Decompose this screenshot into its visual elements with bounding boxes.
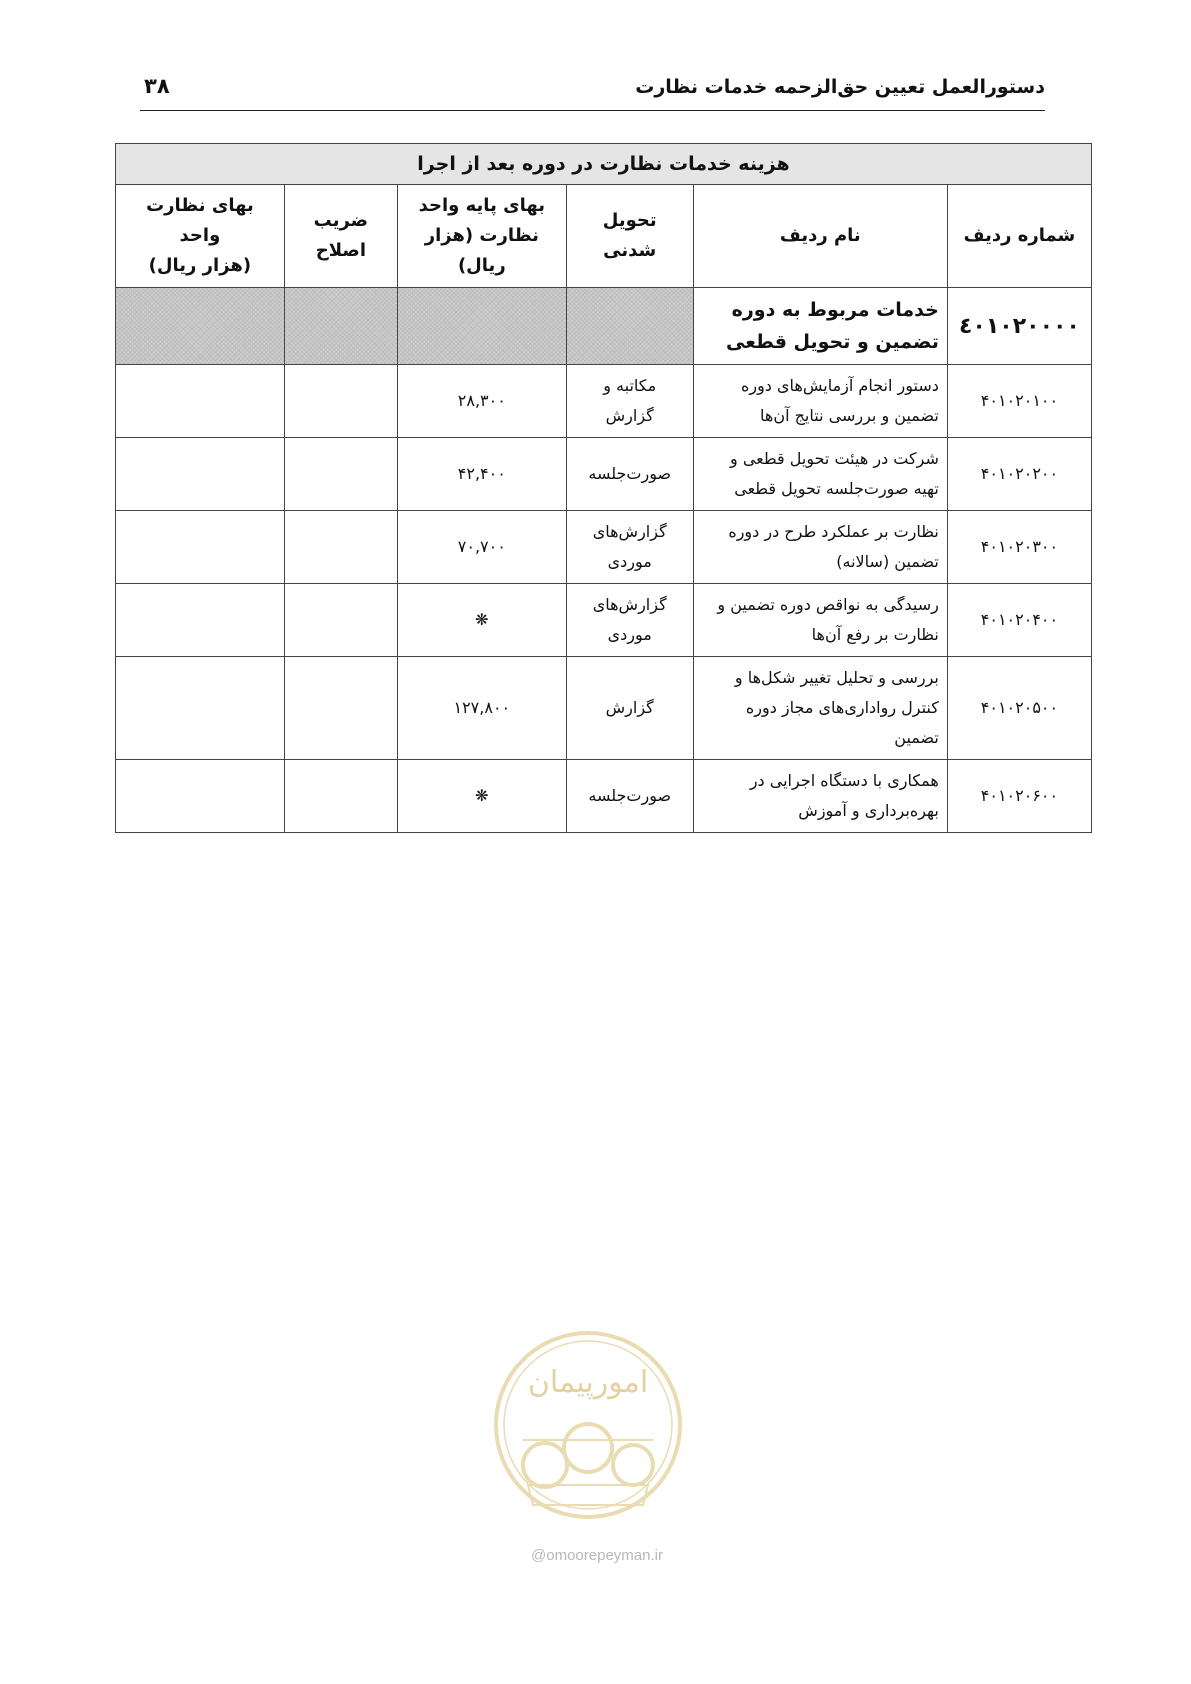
row-unit-price: [116, 511, 285, 584]
row-name-line: نظارت بر عملکرد طرح در دوره: [728, 522, 939, 541]
group-name: [693, 288, 947, 365]
row-deliverable: [566, 657, 693, 760]
row-name-line: دستور انجام آزمایش‌های دوره: [740, 376, 939, 395]
row-name-line: تضمین و بررسی نتایج آن‌ها: [760, 406, 939, 425]
col-header-unit-price-line1: بهای نظارت واحد: [146, 195, 254, 246]
row-unit-price: [116, 365, 285, 438]
row-code: ۴۰۱۰۲۰۶۰۰: [947, 760, 1091, 833]
row-code: ۴۰۱۰۲۰۳۰۰: [947, 511, 1091, 584]
col-header-coef-line2: اصلاح: [315, 240, 366, 261]
watermark-logo: [483, 1320, 693, 1540]
row-deliverable: [566, 365, 693, 438]
table-row: [116, 657, 1092, 760]
row-name-line: تهیه صورت‌جلسه تحویل قطعی: [734, 479, 939, 498]
row-unit-price: [116, 760, 285, 833]
row-name-line: بهره‌برداری و آموزش: [798, 801, 939, 820]
row-coef: [284, 438, 397, 511]
row-coef: [284, 760, 397, 833]
table-row: [116, 584, 1092, 657]
watermark-logo-text: امورپیمان: [527, 1365, 649, 1400]
row-coef: [284, 657, 397, 760]
col-header-coef: [284, 185, 397, 288]
row-coef: [284, 511, 397, 584]
row-deliverable: [566, 438, 693, 511]
row-deliverable-line: گزارش‌های: [592, 522, 667, 541]
col-header-deliverable: تحویل شدنی: [566, 185, 693, 288]
services-cost-table: [115, 143, 1092, 833]
row-name-line: همکاری با دستگاه اجرایی در: [749, 771, 939, 790]
row-deliverable-line: مکاتبه و: [603, 376, 657, 395]
row-deliverable-line: گزارش‌های: [592, 595, 667, 614]
row-coef: [284, 584, 397, 657]
row-name-line: کنترل رواداری‌های مجاز دوره: [745, 698, 939, 717]
page-header: [140, 72, 1045, 111]
row-name-line: تضمین: [894, 728, 939, 747]
row-deliverable-line: گزارش: [605, 406, 654, 425]
col-header-name: نام ردیف: [693, 185, 947, 288]
row-name-line: نظارت بر رفع آن‌ها: [811, 625, 939, 644]
row-name: [693, 657, 947, 760]
row-unit-price: [116, 657, 285, 760]
page-number: ۳۸: [144, 74, 170, 98]
watermark-site: @omoorepeyman.ir: [531, 1547, 663, 1564]
row-name-line: تضمین (سالانه): [836, 552, 939, 571]
table-caption: هزینه خدمات نظارت در دوره بعد از اجرا: [116, 144, 1092, 185]
col-header-base-price: [397, 185, 566, 288]
row-name-line: رسیدگی به نواقص دوره تضمین و: [717, 595, 939, 614]
row-deliverable: [566, 584, 693, 657]
row-unit-price: [116, 584, 285, 657]
group-code: ٤٠١٠٢٠٠٠٠: [947, 288, 1091, 365]
group-name-line1: خدمات مربوط به دوره: [731, 299, 939, 321]
shaded-cell: [284, 288, 397, 365]
row-name: [693, 584, 947, 657]
row-code: ۴۰۱۰۲۰۵۰۰: [947, 657, 1091, 760]
row-name-line: شرکت در هیئت تحویل قطعی و: [730, 449, 939, 468]
row-name: [693, 438, 947, 511]
row-deliverable-line: موردی: [607, 552, 652, 571]
row-unit-price: [116, 438, 285, 511]
group-name-line2: تضمین و تحویل قطعی: [726, 331, 939, 353]
row-base-price-asterisk: ❋: [397, 584, 566, 657]
table-row: [116, 511, 1092, 584]
table-row: [116, 760, 1092, 833]
row-name: [693, 760, 947, 833]
row-deliverable-line: صورت‌جلسه: [588, 464, 672, 483]
row-deliverable: [566, 511, 693, 584]
row-name: [693, 365, 947, 438]
table-caption-row: [116, 144, 1092, 185]
row-base-price: ۷۰,۷۰۰: [397, 511, 566, 584]
row-code: ۴۰۱۰۲۰۲۰۰: [947, 438, 1091, 511]
row-base-price: ۲۸,۳۰۰: [397, 365, 566, 438]
table-row: [116, 365, 1092, 438]
row-deliverable-line: گزارش: [605, 698, 654, 717]
row-base-price: ۱۲۷,۸۰۰: [397, 657, 566, 760]
shaded-cell: [116, 288, 285, 365]
row-code: ۴۰۱۰۲۰۴۰۰: [947, 584, 1091, 657]
table-header-row: [116, 185, 1092, 288]
row-deliverable-line: موردی: [607, 625, 652, 644]
row-coef: [284, 365, 397, 438]
document-title: دستورالعمل تعیین حق‌الزحمه خدمات نظارت: [635, 76, 1045, 98]
col-header-base-price-line1: بهای پایه واحد: [418, 195, 545, 216]
row-base-price: ۴۲,۴۰۰: [397, 438, 566, 511]
row-code: ۴۰۱۰۲۰۱۰۰: [947, 365, 1091, 438]
group-row: [116, 288, 1092, 365]
shaded-cell: [566, 288, 693, 365]
row-base-price-asterisk: ❋: [397, 760, 566, 833]
row-deliverable-line: صورت‌جلسه: [588, 786, 672, 805]
row-name-line: بررسی و تحلیل تغییر شکل‌ها و: [734, 668, 939, 687]
shaded-cell: [397, 288, 566, 365]
col-header-unit-price: [116, 185, 285, 288]
col-header-coef-line1: ضریب: [313, 210, 369, 231]
row-name: [693, 511, 947, 584]
row-deliverable: [566, 760, 693, 833]
col-header-unit-price-line2: (هزار ریال): [148, 255, 252, 276]
col-header-base-price-line2: نظارت (هزار ریال): [424, 225, 539, 276]
table-row: [116, 438, 1092, 511]
col-header-code: شماره ردیف: [947, 185, 1091, 288]
